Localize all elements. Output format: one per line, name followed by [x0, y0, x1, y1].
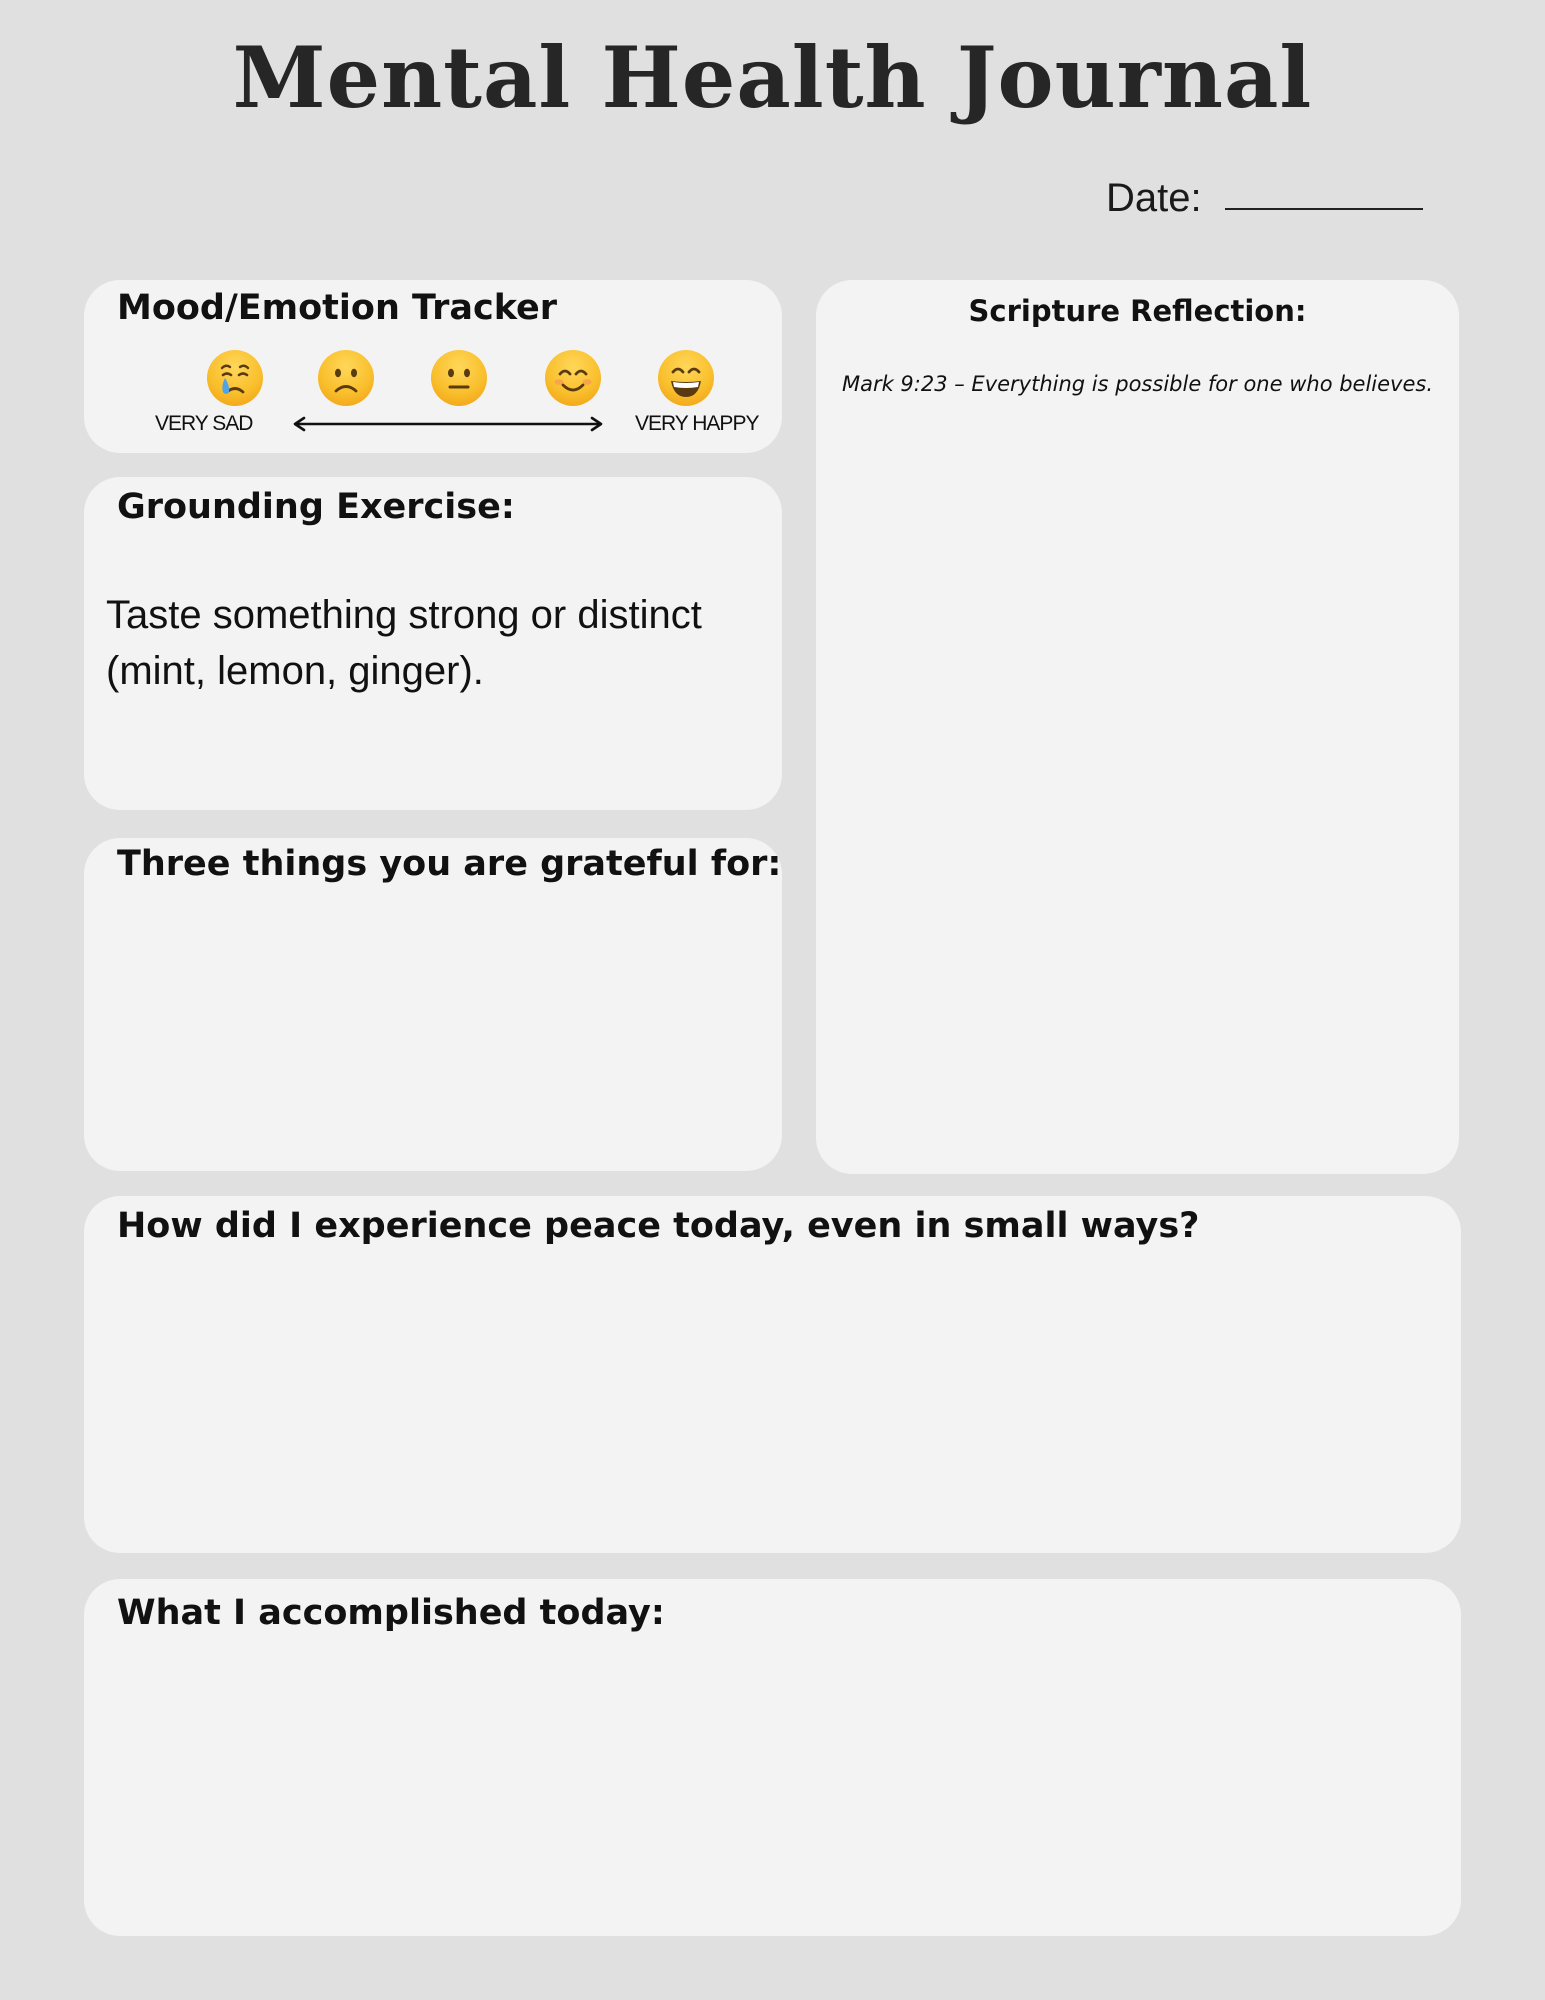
mood-scale-arrow [292, 416, 604, 432]
peace-reflection-heading: How did I experience peace today, even in small ways? [117, 1206, 1200, 1246]
scripture-verse: Mark 9:23 – Everything is possible for one who believes. [841, 372, 1434, 396]
grateful-heading: Three things you are grateful for: [117, 844, 782, 884]
grounding-exercise-heading: Grounding Exercise: [117, 487, 515, 527]
grinning-face-icon[interactable] [658, 350, 714, 406]
very-sad-label: VERY SAD [155, 412, 253, 435]
peace-reflection-card[interactable] [84, 1196, 1461, 1553]
grounding-exercise-text: Taste something strong or distinct (mint, lemon, ginger). [106, 593, 702, 693]
accomplished-heading: What I accomplished today: [117, 1593, 665, 1633]
date-label: Date: [1106, 176, 1202, 220]
scripture-reflection-card[interactable] [816, 280, 1459, 1174]
mood-tracker-heading: Mood/Emotion Tracker [117, 288, 558, 328]
accomplished-card[interactable] [84, 1579, 1461, 1936]
frowning-face-icon[interactable] [318, 350, 374, 406]
smiling-face-icon[interactable] [545, 350, 601, 406]
page-title: Mental Health Journal [232, 28, 1313, 127]
mood-tracker-card [84, 280, 782, 453]
scripture-reflection-heading: Scripture Reflection: [968, 294, 1307, 328]
grounding-exercise-card [84, 477, 782, 810]
grateful-card[interactable] [84, 838, 782, 1171]
date-field-line[interactable] [1225, 208, 1423, 210]
very-happy-label: VERY HAPPY [635, 412, 759, 435]
crying-face-icon[interactable] [207, 350, 263, 406]
neutral-face-icon[interactable] [431, 350, 487, 406]
